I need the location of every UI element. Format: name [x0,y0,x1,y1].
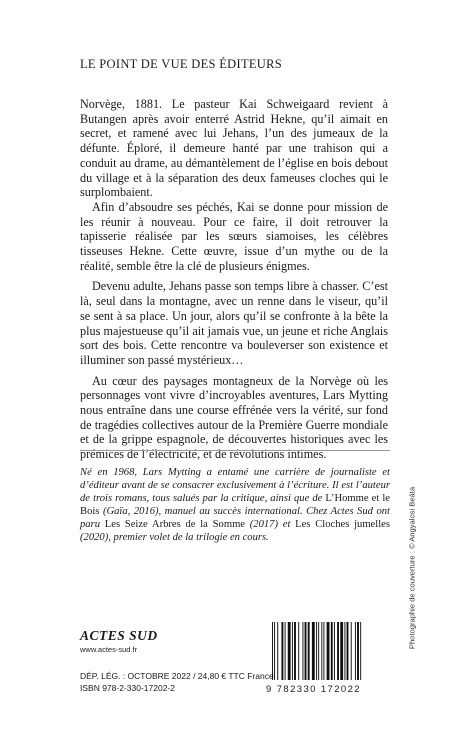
bio-text: (2017) et [245,519,296,531]
barcode-bar [274,622,275,680]
barcode-bar [340,622,343,680]
barcode-bar [305,622,307,680]
barcode-bar [298,622,299,680]
barcode-bar [292,622,293,680]
barcode-bar [318,622,319,680]
legal-info [80,671,274,694]
barcode-bar [285,622,286,680]
barcode-bar [316,622,317,680]
bio-text: (Gaïa, 2016), manuel au succès international. Chez Actes Sud ont paru [80,506,390,531]
author-bio [80,466,390,545]
barcode-bar [360,622,361,680]
barcode-bar [312,622,315,680]
publisher-logo: ACTES SUD [80,628,158,643]
barcode-bar [355,622,356,680]
barcode-bar [323,622,324,680]
barcode-bar [327,622,330,680]
book-title: Les Cloches jumelles [295,519,390,531]
barcode-bar [281,622,283,680]
barcode-bar [357,622,359,680]
barcode-bar [351,622,352,680]
synopsis-paragraph: Au cœur des paysages montagneux de la Norvège où les personnages vont vivre d’incroyables aventures, Lars Mytting nous entraîne dans une course effrénée vers la vérité, sur fond de tragédies collectives autour de la Première Guerre mondiale et de la grippe espagnole, de découvertes historiques avec les prémices de l’électricité, et de révolutions intimes. [80,373,388,462]
publisher-website: www.actes-sud.fr [80,645,138,654]
barcode-bar [321,622,322,680]
barcode-bar [331,622,333,680]
bio-text: Né en 1968, Lars Mytting a entamé une carrière de journaliste et d’éditeur avant de se consacrer exclusivement à l’écriture. Il est l’auteur de trois romans, tous salués par la critique, ainsi que de [80,467,390,505]
barcode-bar [272,622,273,680]
barcode-bar [334,622,335,680]
synopsis [80,97,388,462]
barcode-bar [337,622,339,680]
bio-text: (2020), premier volet de la trilogie en cours. [80,532,269,544]
legal-deposit: DÉP. LÉG. : OCTOBRE 2022 / 24,80 € TTC France [80,671,274,681]
barcode-bar [302,622,303,680]
section-heading: LE POINT DE VUE DES ÉDITEURS [80,57,283,71]
barcode-bar [294,622,296,680]
photo-credit: Photographie de couverture : © Angyalosi Beáta [407,486,417,650]
divider [80,450,390,451]
isbn-text: ISBN 978-2-330-17202-2 [80,682,175,693]
barcode-bar [277,622,278,680]
barcode-bar [308,622,310,680]
barcode-bars [272,622,384,682]
book-title: L’Homme et le Bois [80,493,391,518]
synopsis-paragraph: Afin d’absoudre ses péchés, Kai se donne pour mission de les réunir à nouveau. Pour ce faire, il doit retrouver la tapisserie réalisée par les sœurs siamoises, les célèbres tisseuses Hekne. Cette œuvre, issue d’un mythe ou de la réalité, semble être la clé de plusieurs énigmes. [80,199,388,273]
synopsis-paragraph: Devenu adulte, Jehans passe son temps libre à chasser. C’est là, seul dans la montagne, avec un renne dans le viseur, qu’il se sent à sa place. Un jour, alors qu’il se confronte à la bête la plus majestueuse qu’il ait jamais vue, un jeune et riche Anglais sort des bois. Cette rencontre va bouleverser son existence et illuminer son passé mystérieux… [80,279,388,367]
barcode-bar [288,622,291,680]
barcode [266,622,388,695]
barcode-bar [344,622,345,680]
book-title: Les Seize Arbres de la Somme [104,519,246,531]
synopsis-paragraph: Norvège, 1881. Le pasteur Kai Schweigaard revient à Butangen après avoir enterré Astrid Hekne, qu’il aimait en secret, et ramené avec lui Jehans, l’un des jumeaux de la défunte. Éploré, il demeure hanté par une trahison qui a conduit au drame, au démantèlement de l’église en bois debout du village et à la séparation des deux fameuses cloches qui le surplombaient. [80,97,388,200]
barcode-bar [347,622,349,680]
barcode-digits: 9 782330 172022 [266,684,361,695]
